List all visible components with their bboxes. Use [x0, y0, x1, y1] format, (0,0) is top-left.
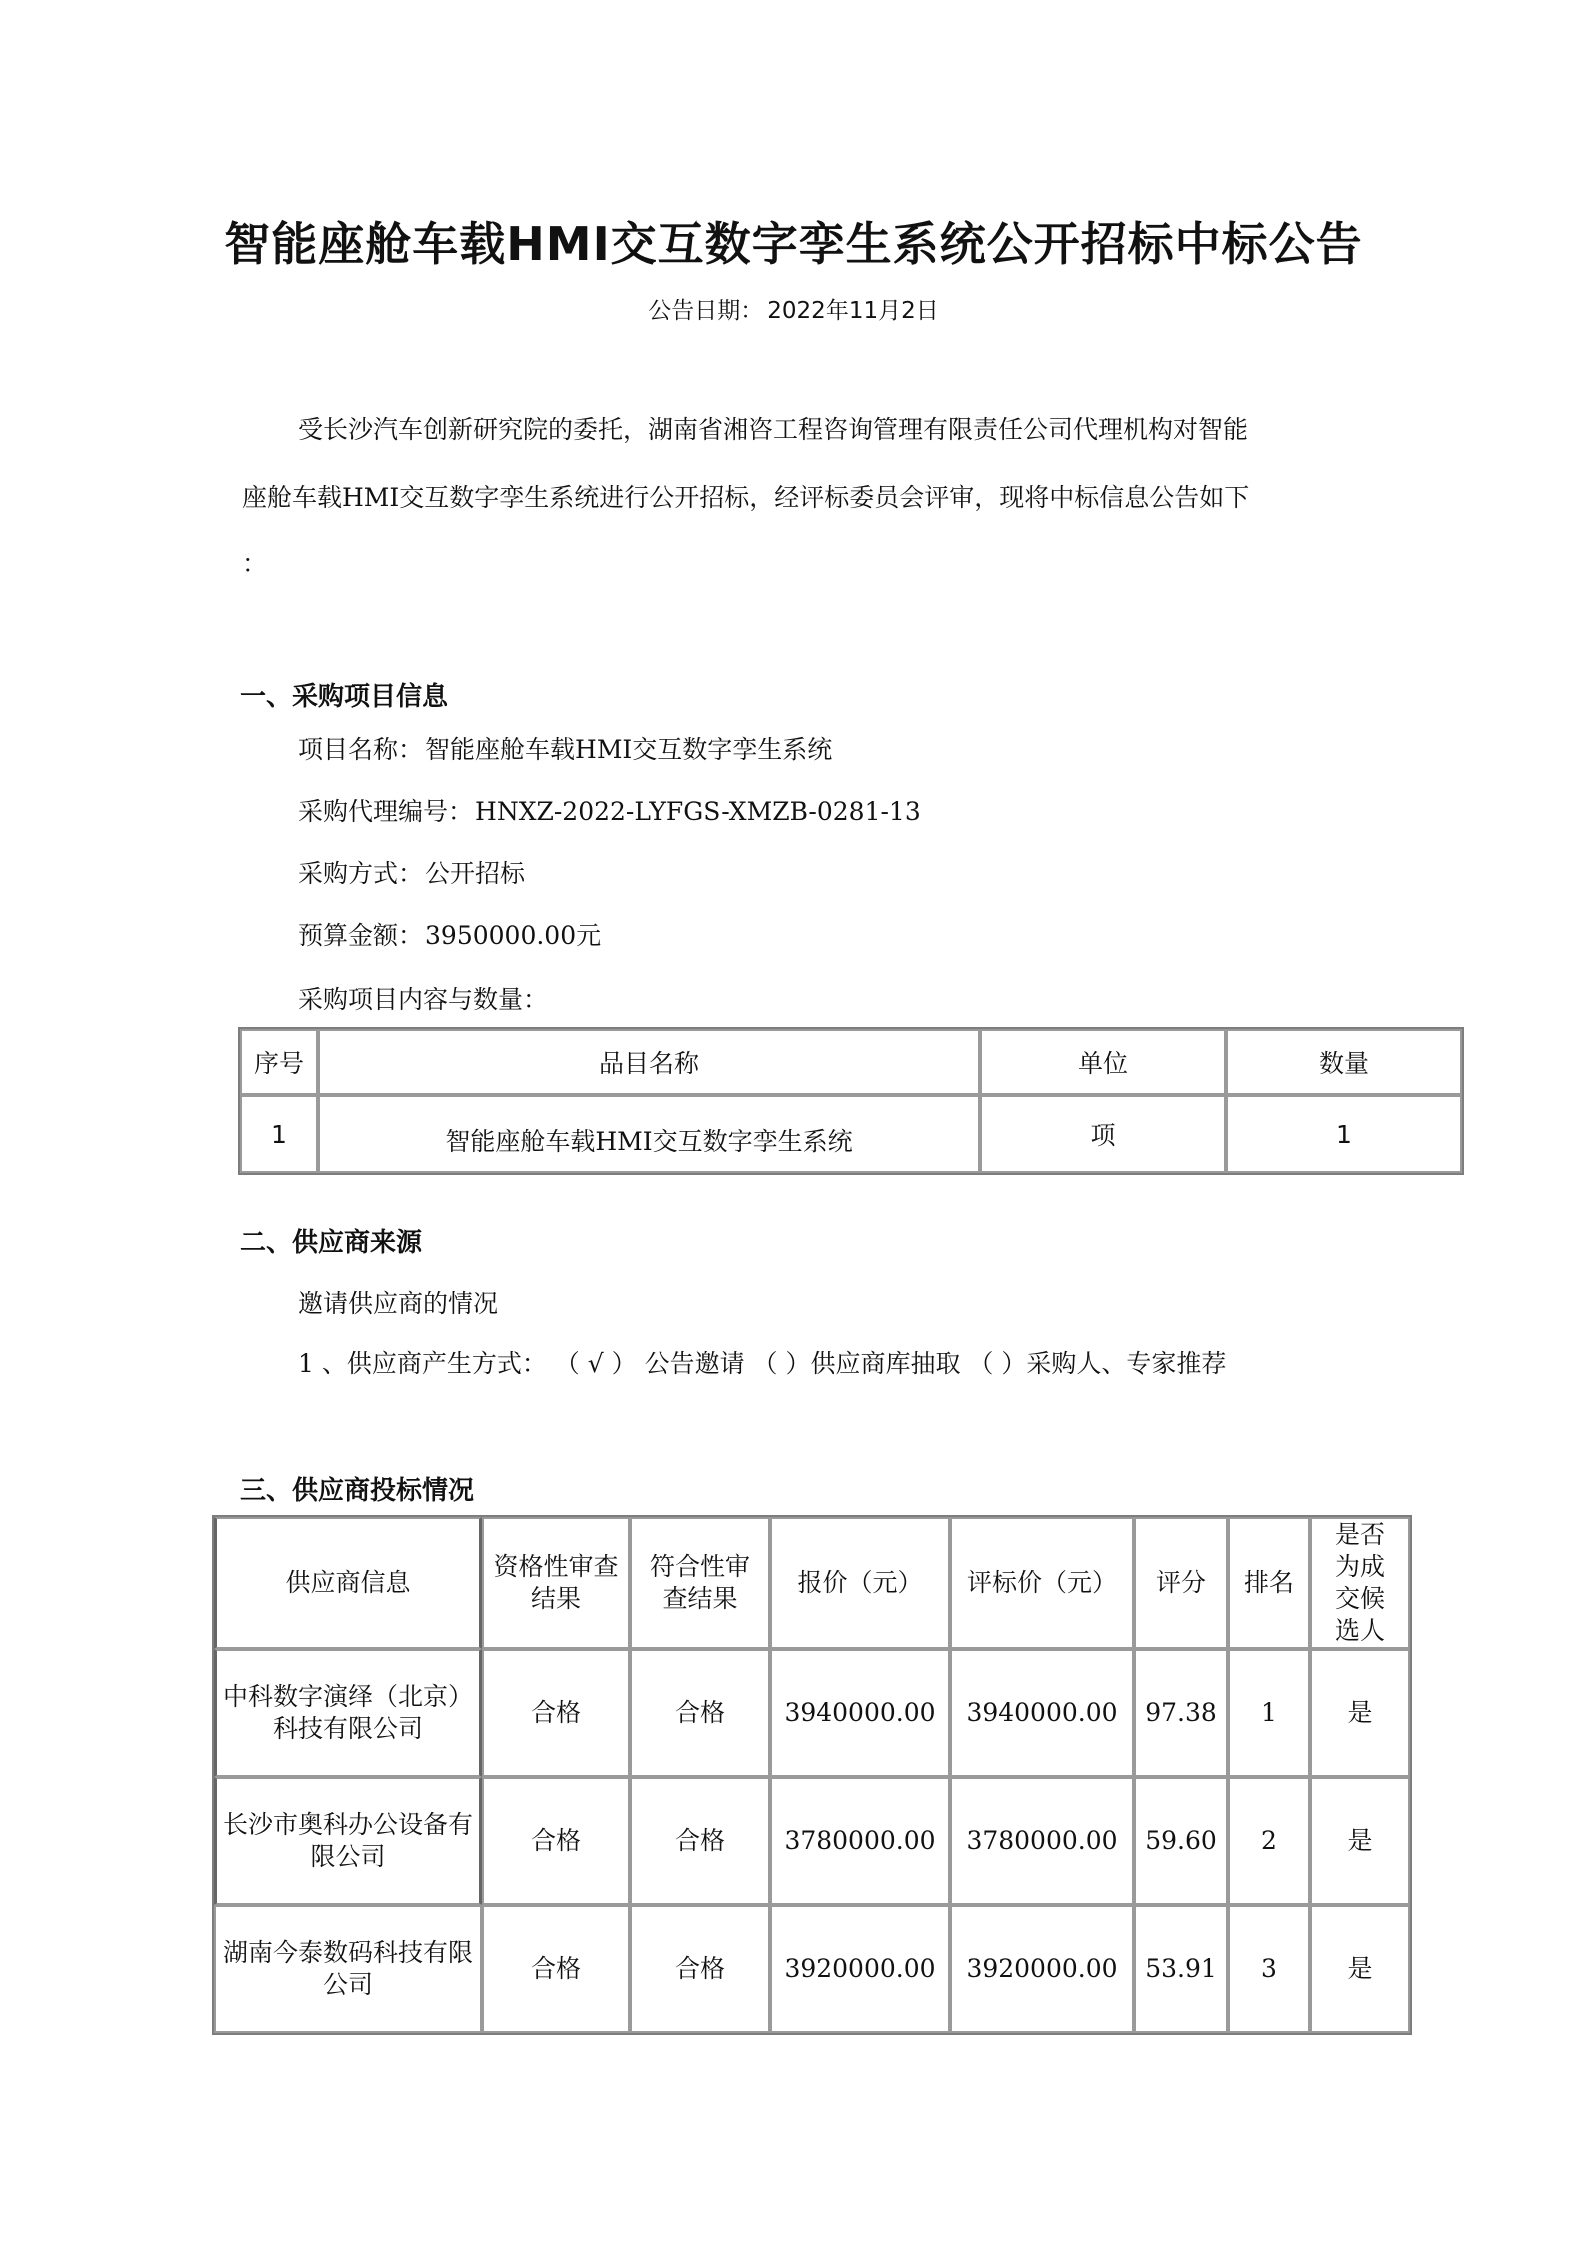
cell-bid-price: 3780000.00	[770, 1777, 950, 1905]
cell-candidate: 是	[1310, 1649, 1410, 1777]
field-label: 采购项目内容与数量：	[298, 985, 549, 1014]
section-heading-bids: 三、供应商投标情况	[240, 1476, 475, 1506]
supplier-method-text: 1 、供应商产生方式： （ √ ） 公告邀请 （ ）供应商库抽取 （ ）采购人、专家推荐	[298, 1349, 1227, 1378]
supplier-invite-text: 邀请供应商的情况	[298, 1289, 499, 1318]
header-cell-evaluated-price: 评标价（元）	[950, 1517, 1134, 1649]
field-project-name	[298, 730, 832, 766]
cell-evaluated-price: 3780000.00	[950, 1777, 1134, 1905]
field-label: 采购方式：	[298, 859, 424, 888]
header-cell-unit: 单位	[980, 1029, 1226, 1095]
cell-qualification: 合格	[482, 1649, 630, 1777]
cell-supplier: 湖南今泰数码科技有限公司	[214, 1905, 482, 2033]
cell-compliance: 合格	[630, 1649, 770, 1777]
cell-rank: 1	[1228, 1649, 1310, 1777]
cell-supplier: 中科数字演绎（北京）科技有限公司	[214, 1649, 482, 1777]
table-header-row	[214, 1517, 1410, 1649]
cell-candidate: 是	[1310, 1905, 1410, 2033]
field-procurement-method	[298, 854, 525, 890]
section-heading-supplier-source: 二、供应商来源	[240, 1228, 423, 1258]
header-cell-candidate: 是否为成交候选人	[1310, 1517, 1410, 1649]
cell-qualification: 合格	[482, 1905, 630, 2033]
cell-bid-price: 3920000.00	[770, 1905, 950, 2033]
header-cell-supplier: 供应商信息	[214, 1517, 482, 1649]
field-budget	[298, 916, 601, 952]
cell-compliance: 合格	[630, 1905, 770, 2033]
header-cell-rank: 排名	[1228, 1517, 1310, 1649]
cell-evaluated-price: 3940000.00	[950, 1649, 1134, 1777]
cell-index: 1	[240, 1095, 318, 1173]
announcement-date	[0, 292, 1587, 325]
header-cell-index: 序号	[240, 1029, 318, 1095]
field-label: 采购代理编号：	[298, 797, 474, 826]
intro-line-3: ：	[242, 549, 268, 578]
field-value: 智能座舱车载HMI交互数字孪生系统	[425, 735, 833, 764]
table-header-row	[240, 1029, 1462, 1095]
field-agent-code	[298, 792, 921, 828]
cell-score: 53.91	[1134, 1905, 1228, 2033]
cell-rank: 2	[1228, 1777, 1310, 1905]
field-value: HNXZ-2022-LYFGS-XMZB-0281-13	[475, 797, 921, 826]
item-table	[238, 1027, 1464, 1175]
header-cell-bid-price: 报价（元）	[770, 1517, 950, 1649]
field-value: 公开招标	[425, 859, 526, 888]
table-row	[214, 1905, 1410, 2033]
bid-table	[212, 1515, 1412, 2035]
cell-qualification: 合格	[482, 1777, 630, 1905]
cell-bid-price: 3940000.00	[770, 1649, 950, 1777]
date-value: 2022年11月2日	[767, 298, 939, 324]
header-cell-qualification: 资格性审查结果	[482, 1517, 630, 1649]
cell-rank: 3	[1228, 1905, 1310, 2033]
field-content-quantity	[298, 980, 550, 1016]
header-cell-quantity: 数量	[1226, 1029, 1462, 1095]
table-row	[240, 1095, 1462, 1173]
date-label: 公告日期：	[648, 298, 764, 324]
cell-unit: 项	[980, 1095, 1226, 1173]
cell-evaluated-price: 3920000.00	[950, 1905, 1134, 2033]
field-label: 项目名称：	[298, 735, 424, 764]
field-label: 预算金额：	[298, 921, 424, 950]
table-row	[214, 1649, 1410, 1777]
cell-item-name: 智能座舱车载HMI交互数字孪生系统	[318, 1095, 980, 1173]
cell-candidate: 是	[1310, 1777, 1410, 1905]
table-row	[214, 1777, 1410, 1905]
intro-line-1: 受长沙汽车创新研究院的委托，湖南省湘咨工程咨询管理有限责任公司代理机构对智能	[298, 415, 1249, 444]
cell-supplier: 长沙市奥科办公设备有限公司	[214, 1777, 482, 1905]
cell-score: 97.38	[1134, 1649, 1228, 1777]
header-cell-score: 评分	[1134, 1517, 1228, 1649]
page-title: 智能座舱车载HMI交互数字孪生系统公开招标中标公告	[224, 217, 1363, 271]
header-cell-compliance: 符合性审查结果	[630, 1517, 770, 1649]
intro-line-2: 座舱车载HMI交互数字孪生系统进行公开招标，经评标委员会评审，现将中标信息公告如下	[242, 483, 1250, 512]
cell-compliance: 合格	[630, 1777, 770, 1905]
section-heading-project-info: 一、采购项目信息	[240, 682, 449, 712]
cell-quantity: 1	[1226, 1095, 1462, 1173]
field-value: 3950000.00元	[425, 921, 602, 950]
header-cell-item-name: 品目名称	[318, 1029, 980, 1095]
cell-score: 59.60	[1134, 1777, 1228, 1905]
